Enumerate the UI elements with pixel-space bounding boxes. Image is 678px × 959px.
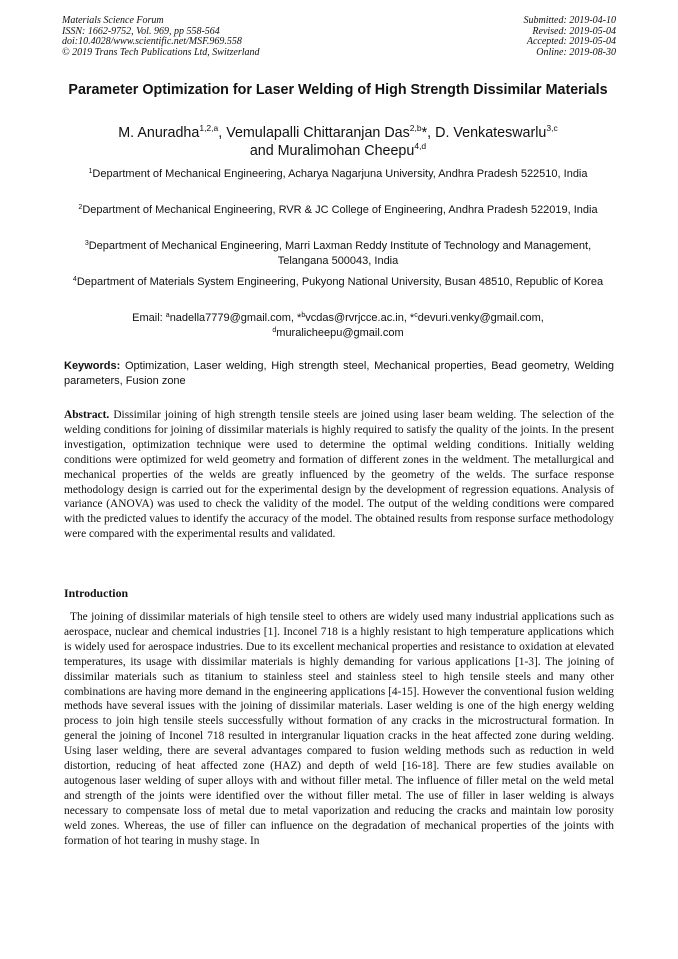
author-affil-sup: 2,b: [409, 123, 422, 133]
affiliation-1: [66, 167, 610, 182]
email-address: vcdas@rvrjcce.ac.in, *: [305, 312, 415, 324]
author-name: D. Venkateswarlu: [435, 125, 547, 141]
copyright-line: © 2019 Trans Tech Publications Ltd, Switzerland: [62, 46, 260, 58]
email-line: [66, 311, 610, 341]
email-sup: b: [301, 312, 306, 319]
affiliation-4: [66, 275, 610, 290]
affiliation-sup: 4: [72, 276, 77, 283]
abstract-label: Abstract.: [64, 409, 110, 421]
affiliation-text: Department of Materials System Engineering, Pukyong National University, Busan 48510, Republic of Korea: [76, 276, 604, 288]
affiliation-sup: 2: [78, 204, 83, 211]
affiliation-sup: 1: [88, 168, 93, 175]
affiliation-3: [66, 239, 610, 269]
journal-name: Materials Science Forum: [62, 15, 164, 26]
introduction-heading: Introduction: [64, 586, 129, 600]
affiliation-2: [66, 203, 610, 218]
submitted-date: Submitted: 2019-04-10: [523, 15, 616, 26]
abstract-section: [64, 408, 614, 542]
affiliation-text: Department of Mechanical Engineering, RVR & JC College of Engineering, Andhra Pradesh 522019, India: [82, 204, 598, 216]
email-sup: c: [414, 312, 418, 319]
paper-title: Parameter Optimization for Laser Welding of High Strength Dissimilar Materials: [68, 82, 608, 98]
author-separator: ,: [218, 125, 227, 141]
publication-dates: [524, 16, 617, 58]
email-label: Email:: [132, 312, 166, 324]
online-date: Online: 2019-08-30: [536, 46, 616, 58]
journal-info: [62, 16, 260, 58]
introduction-text: The joining of dissimilar materials of high tensile steel to others are widely used many industrial applications such as aerospace, nuclear and chemical industries [1]. Inconel 718 is a highly resistant to high temperature applications which is widely used for aerospace industries. Due to its excellent mechanical properties and resistance to oxidation at elevated temperatures, its usage with dissimilar materials is highly demanding for various applications [1-3]. The joining of dissimilar materials such as titanium to stainless steel and stainless steel to high tensile steels and many other combinations are having more demand in the engineering applications [4-15]. However the conventional fusion welding methods have several issues with the joining of dissimilar materials. Laser welding is one of the high energy welding process to join high tensile steels successfully without formation of any cracks in the microstructural formation. In general the joining of Inconel 718 resulted in intergranular liquation cracks in the heat affected zone during welding. Using laser welding, there are several advantages compared to fusion welding methods such as reduction in weld distortion, reducing of heat affected zone (HAZ) and depth of weld [16-18]. There are few studies available on autogenous laser welding of super alloys with and without filler metal. The influence of filler metal on the weld metal and strength of the joints were identified over the without filler metal. The use of filler in laser welding is always necessary to compensate loss of metal due to metal vaporization and reducing the cracks and maintain low porosity weld zones. Whereas, the use of filler can influence on the degradation of mechanical properties of the joints with formation of hot tearing in mushy stage. In: [64, 611, 614, 847]
author-affil-sup: 3,c: [546, 123, 558, 133]
author-affil-sup: 4,d: [414, 141, 427, 151]
author-affil-sup: 1,2,a: [199, 123, 219, 133]
author-name: M. Anuradha: [118, 125, 200, 141]
keywords-text: Optimization, Laser welding, High strength steel, Mechanical properties, Bead geometry, Welding parameters, Fusion zone: [64, 360, 614, 387]
email-sup: d: [272, 327, 277, 334]
keywords-section: [64, 359, 614, 389]
corresponding-mark: *,: [421, 125, 436, 141]
affiliation-text: Department of Mechanical Engineering, Marri Laxman Reddy Institute of Technology and Management, Telangana 500043, India: [88, 240, 592, 267]
email-sup: a: [165, 312, 170, 319]
doi-line: doi:10.4028/www.scientific.net/MSF.969.558: [62, 36, 242, 48]
accepted-date: Accepted: 2019-05-04: [526, 36, 616, 48]
affiliation-text: Department of Mechanical Engineering, Acharya Nagarjuna University, Andhra Pradesh 522510, India: [92, 168, 588, 180]
email-address: devuri.venky@gmail.com,: [417, 312, 544, 324]
author-list: [62, 124, 614, 160]
email-address: nadella7779@gmail.com, *: [169, 312, 302, 324]
author-separator: and: [249, 143, 278, 159]
email-address: muralicheepu@gmail.com: [276, 327, 404, 339]
author-name: Muralimohan Cheepu: [277, 143, 415, 159]
issn-line: ISSN: 1662-9752, Vol. 969, pp 558-564: [62, 25, 220, 37]
keywords-label: Keywords:: [64, 360, 121, 372]
affiliation-sup: 3: [84, 240, 89, 247]
abstract-text: Dissimilar joining of high strength tensile steels are joined using laser beam welding. The selection of the welding conditions for joining of dissimilar materials is highly required to satisfy the quality of the joints. In the present investigation, optimization technique were used to determine the optimal welding conditions. Initially welding conditions were optimized for weld geometry and formation of different zones in the weldment. The metallurgical and mechanical properties of the welds are greatly influenced by the geometry of the welds. The surface response methodology design is carried out for the experimental design by the development of regression equations. Analysis of variance (ANOVA) was used to check the validity of the model. The output of the welding conditions were compared with the predicted values to identify the accuracy of the model. The obtained results from response surface methodology were compared with the experimental results and validated.: [64, 409, 614, 541]
author-name: Vemulapalli Chittaranjan Das: [226, 125, 410, 141]
revised-date: Revised: 2019-05-04: [532, 25, 616, 37]
